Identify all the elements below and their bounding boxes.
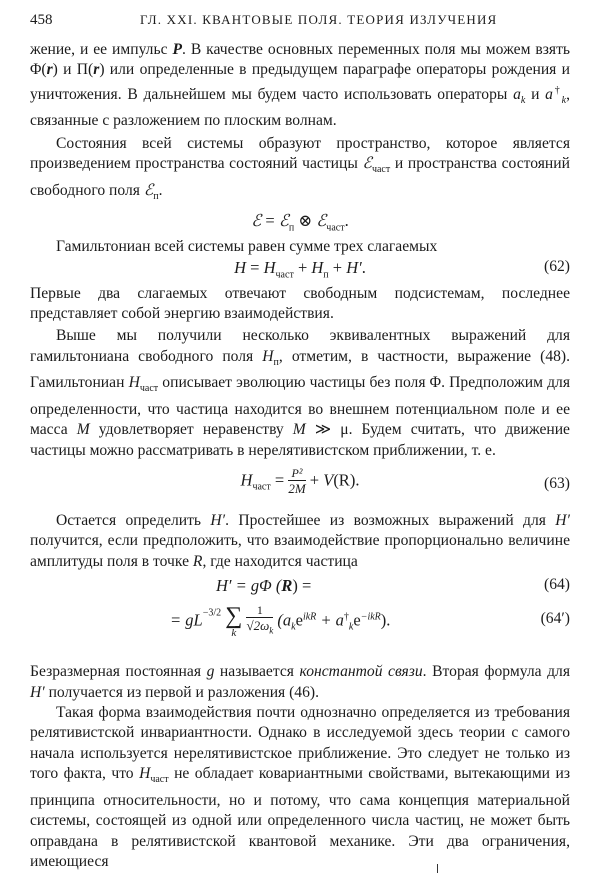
equation-63: $H_{част}$ = $\frac{\text{P²}}{2M}$ + V(R). (63)	[240, 466, 570, 497]
paragraph-5: Выше мы получили несколько эквивалентных выражений для гамильтониана свободного поля $H_п$, отметим, в частности, выражение (48). Гамильтониан $H_{част}$ описывает эволюцию частицы без поля Φ. Предположим для определенности, что частица находится во внешнем потенциальном поле и ее масса M удовлетворяет неравенству M ≫ μ. Будем считать, что движение частицы можно рассматривать в нерелятивистском приближении, т. е.	[30, 327, 571, 459]
fraction-1-over-sqrt: $\frac{1}{√2\omega_k}$	[246, 603, 274, 637]
equation-number-62: (62)	[544, 257, 570, 275]
fraction-p2-2m: $\frac{\text{P²}}{2M}$	[288, 466, 306, 497]
paragraph-8: Такая форма взаимодействия почти однозначно определяется из требования релятивистской инвариантности. Однако в исследуемой здесь теории с самого начала используется нерелятивистское приближение. Это следует не только из того факта, что $H_{част}$ не обладает ковариантными свойствами, вытекающими из принципа относительности, но и потому, что сама концепция материальной системы, состоящей из одной или определенного числа частиц, не может быть оправдана в релятивистской квантовой механике. Эти два ограничения, имеющиеся	[30, 704, 570, 871]
page-number: 458	[30, 12, 53, 28]
print-mark	[437, 864, 438, 873]
paragraph-7: Безразмерная постоянная g называется константой связи. Вторая формула для H′ получается из первой и разложения (46).	[30, 663, 570, 701]
paragraph-6: Остается определить H′. Простейшее из возможных выражений для H′ получится, если предположить, что взаимодействие пропорционально величине амплитуды поля в точке R, где находится частица	[30, 512, 570, 570]
paragraph-2: Состояния всей системы образуют пространство, которое является произведением пространства состояний частицы ℰ$_{част}$ и пространства состояний свободного поля ℰ$_п$.	[30, 134, 570, 202]
equation-64-prime: = $gL^{-3/2}$ ∑ k $\frac{1}{√2\omega_k}$ $(a_ke^{ikR} + a^\dagger_ke^{-ikR})$. (64′)	[170, 603, 570, 640]
equation-number-63: (63)	[544, 475, 570, 493]
equation-state-space: ℰ = ℰ$_п$ ⊗ ℰ$_{част}$.	[251, 211, 349, 234]
book-page	[30, 12, 570, 872]
equation-62: $H = H_{част} + H_п + H'$. (62)	[234, 257, 570, 280]
paragraph-3: Гамильтониан всей системы равен сумме трех слагаемых	[56, 238, 438, 256]
running-title: ГЛ. XXI. КВАНТОВЫЕ ПОЛЯ. ТЕОРИЯ ИЗЛУЧЕНИЯ	[140, 12, 498, 27]
equation-64: H′ = gΦ (R) = (64)	[216, 576, 570, 596]
paragraph-4: Первые два слагаемых отвечают свободным подсистемам, последнее представляет собой энергию взаимодействия.	[30, 284, 570, 322]
page-header	[30, 12, 570, 40]
summation-sign: ∑ k	[225, 603, 243, 640]
equation-number-64: (64)	[544, 576, 570, 594]
paragraph-1: жение, и ее импульс P. В качестве основных переменных поля мы можем взять Φ(r) и Π(r) или определенные в предыдущем параграфе операторы рождения и уничтожения. В дальнейшем мы будем часто использовать операторы $a_k$ и $a^\dagger_k$, связанные с разложением по плоским волнам.	[30, 41, 571, 130]
equation-number-64-prime: (64′)	[540, 610, 570, 628]
